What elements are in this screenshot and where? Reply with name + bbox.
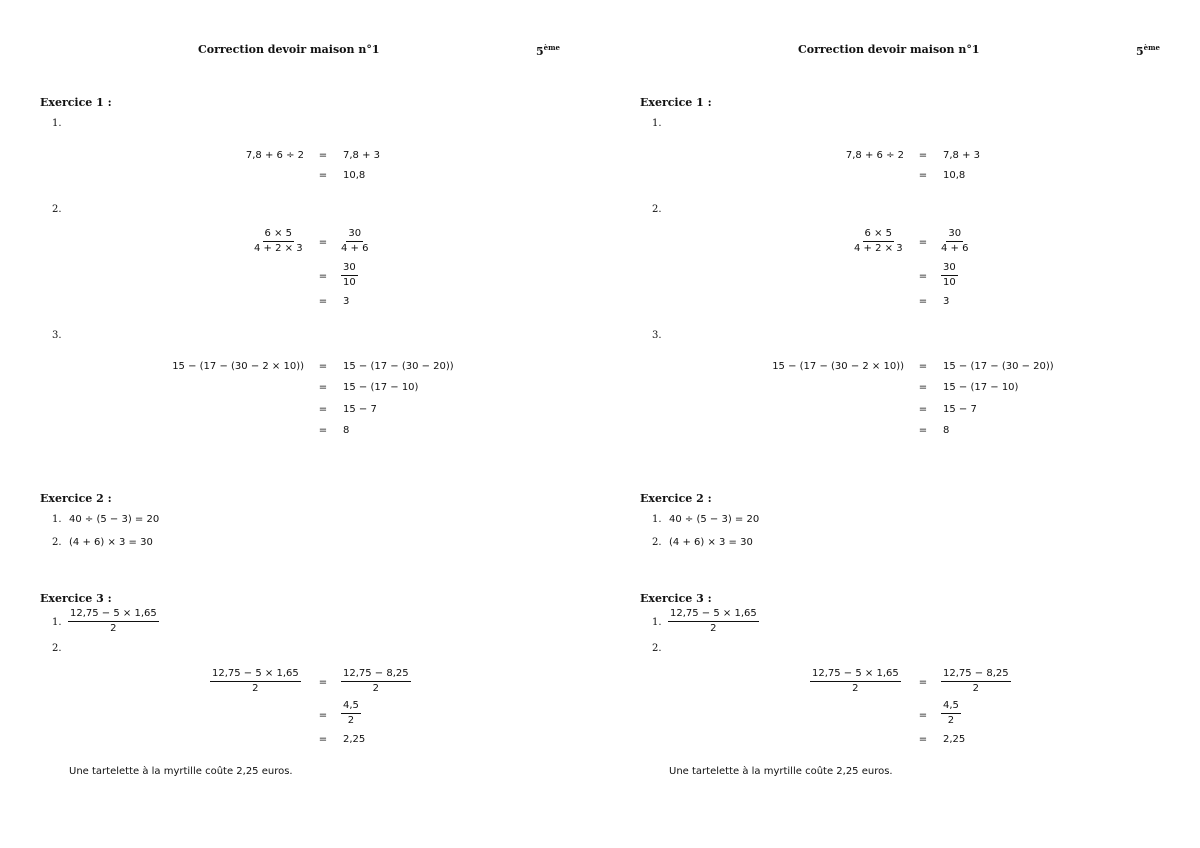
- ex1-q2-lhs-fraction: [854, 228, 903, 254]
- fraction-numerator: 12,75 − 8,25: [941, 668, 1011, 682]
- fraction-denominator: 2: [852, 683, 859, 694]
- ex1-q2-step3: 3: [943, 296, 950, 307]
- ex3-q2-step1-fraction: [941, 668, 1011, 694]
- ex2-item2-number: 2.: [52, 537, 62, 548]
- equals-sign: =: [918, 382, 928, 393]
- fraction-numerator: 6 × 5: [863, 228, 894, 242]
- class-level: [1136, 43, 1160, 58]
- fraction-denominator: 2: [710, 623, 717, 634]
- ex1-q3-step2: 15 − (17 − 10): [943, 382, 1019, 393]
- page-title: Correction devoir maison n°1: [198, 43, 380, 56]
- equals-sign: =: [918, 150, 928, 161]
- equals-sign: =: [318, 170, 328, 181]
- equals-sign: =: [318, 150, 328, 161]
- equals-sign: =: [318, 710, 328, 721]
- equals-sign: =: [918, 296, 928, 307]
- ex3-q2-lhs-fraction: [810, 668, 901, 694]
- ex1-q3-number: 3.: [652, 330, 662, 341]
- fraction-denominator: 2: [252, 683, 259, 694]
- exercise-1-heading: Exercice 1 :: [640, 96, 712, 109]
- ex3-conclusion: Une tartelette à la myrtille coûte 2,25 euros.: [69, 766, 293, 777]
- class-level-suffix: ème: [1143, 43, 1160, 52]
- ex1-q3-step3: 15 − 7: [943, 404, 977, 415]
- ex1-q3-lhs: 15 − (17 − (30 − 2 × 10)): [772, 361, 904, 372]
- exercise-3-heading: Exercice 3 :: [640, 592, 712, 605]
- ex2-item1-number: 1.: [52, 514, 62, 525]
- fraction-denominator: 4 + 6: [341, 243, 369, 254]
- equals-sign: =: [918, 404, 928, 415]
- equals-sign: =: [918, 710, 928, 721]
- equals-sign: =: [918, 734, 928, 745]
- ex1-q3-step1: 15 − (17 − (30 − 20)): [343, 361, 454, 372]
- equals-sign: =: [918, 170, 928, 181]
- ex1-q1-number: 1.: [652, 118, 662, 129]
- ex1-q2-lhs-fraction: [254, 228, 303, 254]
- ex1-q2-step1-fraction: [941, 228, 968, 254]
- equals-sign: =: [318, 361, 328, 372]
- ex3-q2-step2-fraction: [941, 700, 961, 726]
- ex2-item1-number: 1.: [652, 514, 662, 525]
- fraction-denominator: 2: [110, 623, 117, 634]
- fraction-numerator: 4,5: [941, 700, 961, 714]
- fraction-denominator: 2: [947, 715, 955, 726]
- fraction-numerator: 30: [946, 228, 963, 242]
- equals-sign: =: [318, 382, 328, 393]
- ex1-q2-number: 2.: [52, 204, 62, 215]
- equals-sign: =: [318, 425, 328, 436]
- ex1-q3-step3: 15 − 7: [343, 404, 377, 415]
- fraction-denominator: 2: [972, 683, 979, 694]
- fraction-numerator: 12,75 − 5 × 1,65: [68, 608, 159, 622]
- fraction-denominator: 10: [343, 277, 356, 288]
- exercise-1-heading: Exercice 1 :: [40, 96, 112, 109]
- fraction-denominator: 4 + 6: [941, 243, 969, 254]
- class-level-suffix: ème: [543, 43, 560, 52]
- fraction-denominator: 4 + 2 × 3: [254, 243, 303, 254]
- ex1-q1-step2: 10,8: [343, 170, 366, 181]
- ex3-q1-fraction: [68, 608, 159, 634]
- document-page-right: [600, 0, 1200, 848]
- fraction-numerator: 30: [941, 262, 958, 276]
- equals-sign: =: [318, 677, 328, 688]
- ex1-q1-lhs: 7,8 + 6 ÷ 2: [245, 150, 304, 161]
- fraction-denominator: 4 + 2 × 3: [854, 243, 903, 254]
- fraction-numerator: 4,5: [341, 700, 361, 714]
- ex1-q2-step3: 3: [343, 296, 350, 307]
- ex1-q1-number: 1.: [52, 118, 62, 129]
- ex3-q2-lhs-fraction: [210, 668, 301, 694]
- fraction-denominator: 2: [372, 683, 379, 694]
- page-title: Correction devoir maison n°1: [798, 43, 980, 56]
- fraction-numerator: 12,75 − 8,25: [341, 668, 411, 682]
- ex3-q2-number: 2.: [652, 643, 662, 654]
- ex3-q2-step3: 2,25: [343, 734, 366, 745]
- ex1-q2-number: 2.: [652, 204, 662, 215]
- ex2-item2-number: 2.: [652, 537, 662, 548]
- ex2-item2-expression: (4 + 6) × 3 = 30: [669, 537, 753, 548]
- equals-sign: =: [318, 237, 328, 248]
- class-level: [536, 43, 560, 58]
- ex1-q1-step1: 7,8 + 3: [943, 150, 981, 161]
- fraction-numerator: 6 × 5: [263, 228, 294, 242]
- class-level-number: 5: [1136, 45, 1144, 58]
- equals-sign: =: [918, 425, 928, 436]
- ex2-item1-expression: 40 ÷ (5 − 3) = 20: [69, 514, 160, 525]
- fraction-numerator: 30: [341, 262, 358, 276]
- fraction-numerator: 12,75 − 5 × 1,65: [668, 608, 759, 622]
- equals-sign: =: [318, 296, 328, 307]
- equals-sign: =: [918, 677, 928, 688]
- ex3-q2-step1-fraction: [341, 668, 411, 694]
- equals-sign: =: [918, 237, 928, 248]
- ex1-q2-step2-fraction: [941, 262, 958, 288]
- equals-sign: =: [918, 361, 928, 372]
- ex1-q1-step2: 10,8: [943, 170, 966, 181]
- ex3-q2-number: 2.: [52, 643, 62, 654]
- fraction-numerator: 12,75 − 5 × 1,65: [810, 668, 901, 682]
- fraction-denominator: 10: [943, 277, 956, 288]
- ex1-q1-step1: 7,8 + 3: [343, 150, 381, 161]
- equals-sign: =: [318, 734, 328, 745]
- ex3-q1-fraction: [668, 608, 759, 634]
- ex1-q3-lhs: 15 − (17 − (30 − 2 × 10)): [172, 361, 304, 372]
- ex1-q2-step1-fraction: [341, 228, 368, 254]
- fraction-numerator: 12,75 − 5 × 1,65: [210, 668, 301, 682]
- ex1-q3-step4: 8: [343, 425, 350, 436]
- fraction-denominator: 2: [347, 715, 355, 726]
- ex1-q1-lhs: 7,8 + 6 ÷ 2: [845, 150, 904, 161]
- equals-sign: =: [918, 271, 928, 282]
- ex2-item2-expression: (4 + 6) × 3 = 30: [69, 537, 153, 548]
- ex3-q2-step2-fraction: [341, 700, 361, 726]
- equals-sign: =: [318, 271, 328, 282]
- ex1-q2-step2-fraction: [341, 262, 358, 288]
- fraction-numerator: 30: [346, 228, 363, 242]
- ex3-conclusion: Une tartelette à la myrtille coûte 2,25 euros.: [669, 766, 893, 777]
- equals-sign: =: [318, 404, 328, 415]
- ex1-q3-number: 3.: [52, 330, 62, 341]
- exercise-2-heading: Exercice 2 :: [40, 492, 112, 505]
- ex3-q1-number: 1.: [52, 617, 62, 628]
- exercise-2-heading: Exercice 2 :: [640, 492, 712, 505]
- ex1-q3-step1: 15 − (17 − (30 − 20)): [943, 361, 1054, 372]
- ex2-item1-expression: 40 ÷ (5 − 3) = 20: [669, 514, 760, 525]
- ex1-q3-step2: 15 − (17 − 10): [343, 382, 419, 393]
- ex1-q3-step4: 8: [943, 425, 950, 436]
- class-level-number: 5: [536, 45, 544, 58]
- ex3-q1-number: 1.: [652, 617, 662, 628]
- exercise-3-heading: Exercice 3 :: [40, 592, 112, 605]
- ex3-q2-step3: 2,25: [943, 734, 966, 745]
